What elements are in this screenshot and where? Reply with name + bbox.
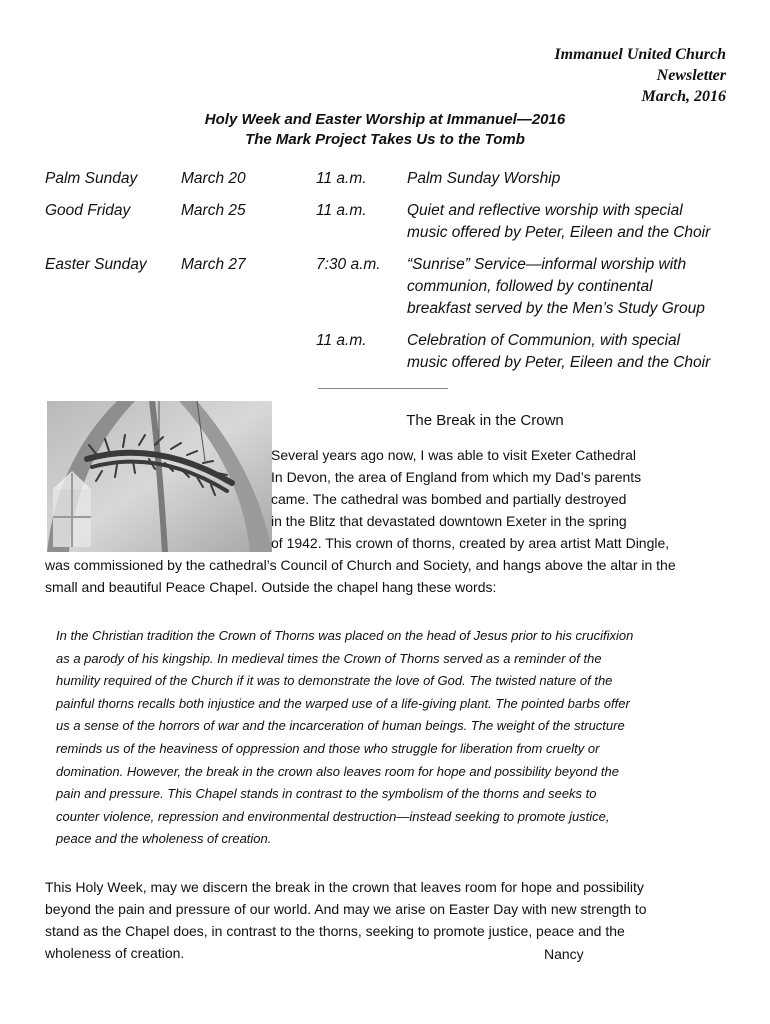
article-paragraph-continued xyxy=(45,554,676,598)
author-signature: Nancy xyxy=(544,946,584,962)
schedule-date: March 27 xyxy=(181,256,246,273)
schedule-description xyxy=(407,200,737,244)
quote-line: In the Christian tradition the Crown of Thorns was placed on the head of Jesus prior to his crucifixion xyxy=(56,628,634,643)
article-title: The Break in the Crown xyxy=(406,412,564,429)
worship-schedule xyxy=(45,168,735,378)
schedule-row xyxy=(45,330,735,378)
quote-line: reminds us of the heaviness of oppression and those who struggle for liberation from cruelty or xyxy=(56,740,600,756)
description-line: “Sunrise” Service—informal worship with xyxy=(407,256,687,273)
schedule-time: 11 a.m. xyxy=(316,170,367,187)
paragraph-line: was commissioned by the cathedral’s Council of Church and Society, and hangs above the altar in the xyxy=(45,557,676,573)
schedule-row xyxy=(45,254,735,330)
schedule-description xyxy=(407,254,737,320)
schedule-description xyxy=(407,330,737,374)
page-title xyxy=(0,110,770,150)
quote-line: peace and the wholeness of creation. xyxy=(56,831,272,847)
chapel-inscription-quote xyxy=(56,625,633,851)
schedule-description xyxy=(407,168,737,190)
schedule-time: 11 a.m. xyxy=(316,332,367,349)
schedule-day: Palm Sunday xyxy=(45,170,138,187)
quote-line: pain and pressure. This Chapel stands in contrast to the symbolism of the thorns and seeks to xyxy=(56,786,597,802)
quote-line: painful thorns recalls both injustice and the warped use of a life-giving plant. The pointed barbs offer xyxy=(56,695,630,711)
issue-date: March, 2016 xyxy=(641,88,726,105)
schedule-date: March 20 xyxy=(181,170,246,187)
worship-subtitle: The Mark Project Takes Us to the Tomb xyxy=(245,131,525,148)
paragraph-line: came. The cathedral was bombed and partially destroyed xyxy=(271,491,627,507)
schedule-day: Good Friday xyxy=(45,202,131,219)
quote-line: us a sense of the horrors of war and the incarceration of human beings. The weight of the structure xyxy=(56,718,625,734)
paragraph-line: In Devon, the area of England from which my Dad’s parents xyxy=(271,469,642,485)
schedule-date: March 25 xyxy=(181,202,246,219)
description-line: Celebration of Communion, with special xyxy=(407,332,681,349)
paragraph-line: small and beautiful Peace Chapel. Outside the chapel hang these words: xyxy=(45,579,497,595)
schedule-time: 11 a.m. xyxy=(316,202,367,219)
quote-line: humility required of the Church if it was to demonstrate the love of God. The twisted nature of the xyxy=(56,673,613,689)
worship-title: Holy Week and Easter Worship at Immanuel—2016 xyxy=(204,111,566,128)
quote-line: as a parody of his kingship. In medieval times the Crown of Thorns served as a reminder of the xyxy=(56,650,602,666)
schedule-row xyxy=(45,200,735,254)
schedule-day: Easter Sunday xyxy=(45,256,147,273)
quote-line: domination. However, the break in the crown also leaves room for hope and possibility beyond the xyxy=(56,763,619,779)
schedule-row xyxy=(45,168,735,200)
closing-line: stand as the Chapel does, in contrast to the thorns, seeking to promote justice, peace and the xyxy=(45,923,625,939)
paragraph-line: in the Blitz that devastated downtown Exeter in the spring xyxy=(271,513,627,529)
closing-line: beyond the pain and pressure of our world. And may we arise on Easter Day with new strength to xyxy=(45,901,647,917)
description-line: breakfast served by the Men’s Study Group xyxy=(407,300,705,317)
paragraph-line: of 1942. This crown of thorns, created by area artist Matt Dingle, xyxy=(271,535,670,551)
church-name: Immanuel United Church xyxy=(554,46,726,63)
description-line: Quiet and reflective worship with special xyxy=(407,202,683,219)
description-line: music offered by Peter, Eileen and the Choir xyxy=(407,354,711,371)
description-line: Palm Sunday Worship xyxy=(407,170,561,187)
masthead xyxy=(554,44,726,107)
article-paragraph xyxy=(271,444,669,554)
description-line: music offered by Peter, Eileen and the Choir xyxy=(407,224,711,241)
description-line: communion, followed by continental xyxy=(407,278,653,295)
section-divider xyxy=(318,388,448,389)
closing-line: This Holy Week, may we discern the break in the crown that leaves room for hope and possibility xyxy=(45,879,644,895)
paragraph-line: Several years ago now, I was able to visit Exeter Cathedral xyxy=(271,447,636,463)
closing-line: wholeness of creation. xyxy=(45,945,185,961)
crown-of-thorns-photo xyxy=(47,401,272,552)
closing-paragraph xyxy=(45,876,735,964)
schedule-time: 7:30 a.m. xyxy=(316,256,381,273)
quote-line: counter violence, repression and environmental destruction—instead seeking to promote justice, xyxy=(56,808,610,824)
publication-name: Newsletter xyxy=(656,67,726,84)
